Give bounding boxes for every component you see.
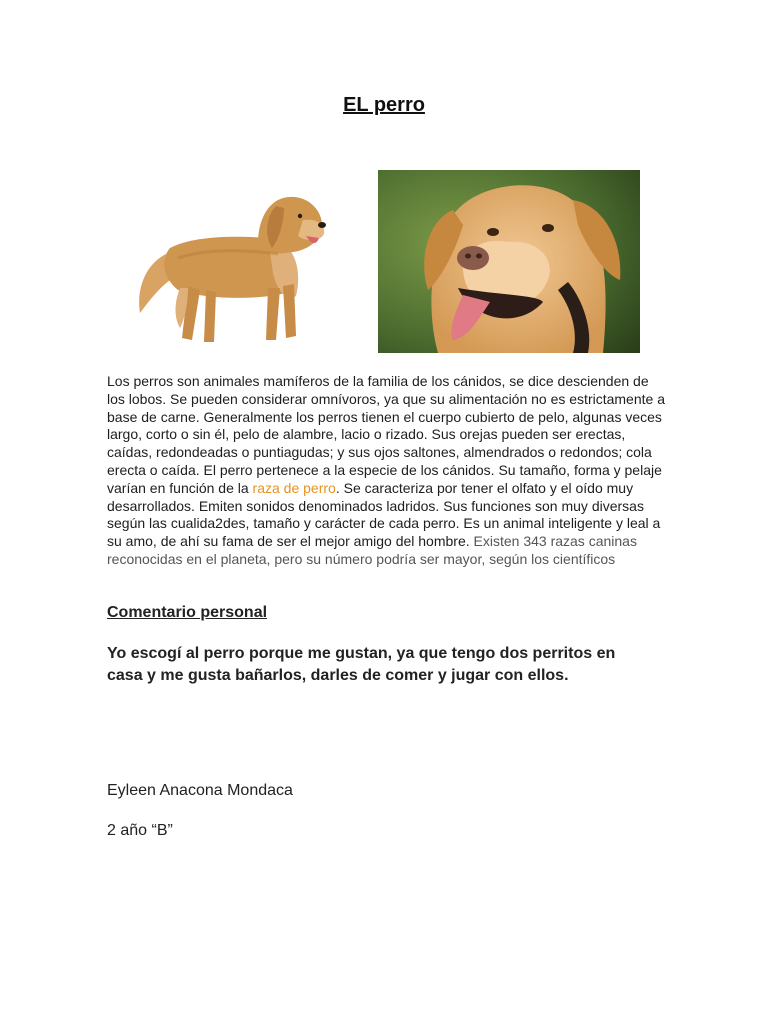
raza-de-perro-link[interactable]: raza de perro	[252, 479, 336, 496]
labrador-retriever-face-photo	[378, 170, 640, 353]
grade-label: 2 año “B”	[107, 822, 173, 839]
paragraph-text-2: . Se caracteriza por tener el olfato y el oído muy desarrollados. Emiten sonidos denominados ladridos. Sus funciones son muy diversas según las cualida2des, tamaño y carácter de cada perro. Es un animal inteligente y leal a su amo, de ahí su fama de ser el mejor amigo del hombre.	[107, 479, 661, 550]
personal-comment: Yo escogí al perro porque me gustan, ya que tengo dos perritos en casa y me gusta bañarlos, darles de comer y jugar con ellos.	[107, 645, 616, 684]
body-paragraph	[107, 373, 667, 569]
comment-heading: Comentario personal	[107, 604, 268, 621]
page-title: EL perro	[343, 94, 425, 116]
golden-retriever-standing-photo	[108, 178, 353, 354]
paragraph-text-1: Los perros son animales mamíferos de la familia de los cánidos, se dice descienden de los lobos. Se pueden considerar omnívoros, ya que su alimentación no es estrictamente a base de carne. Generalmente los perros tienen el cuerpo cubierto de pelo, algunas veces largo, corto o sin él, pelo de alambre, lacio o rizado. Sus orejas pueden ser erectas, caídas, redondeadas o puntiagudas; y sus ojos saltones, almendrados o redondos; cola erecta o caída. El perro pertenece a la especie de los cánidos. Su tamaño, forma y pelaje varían en función de la	[107, 373, 665, 496]
paragraph-text-3: Existen 343 razas caninas reconocidas en el planeta, pero su número podría ser mayor, según los científicos	[107, 533, 637, 567]
author-name: Eyleen Anacona Mondaca	[107, 782, 293, 799]
